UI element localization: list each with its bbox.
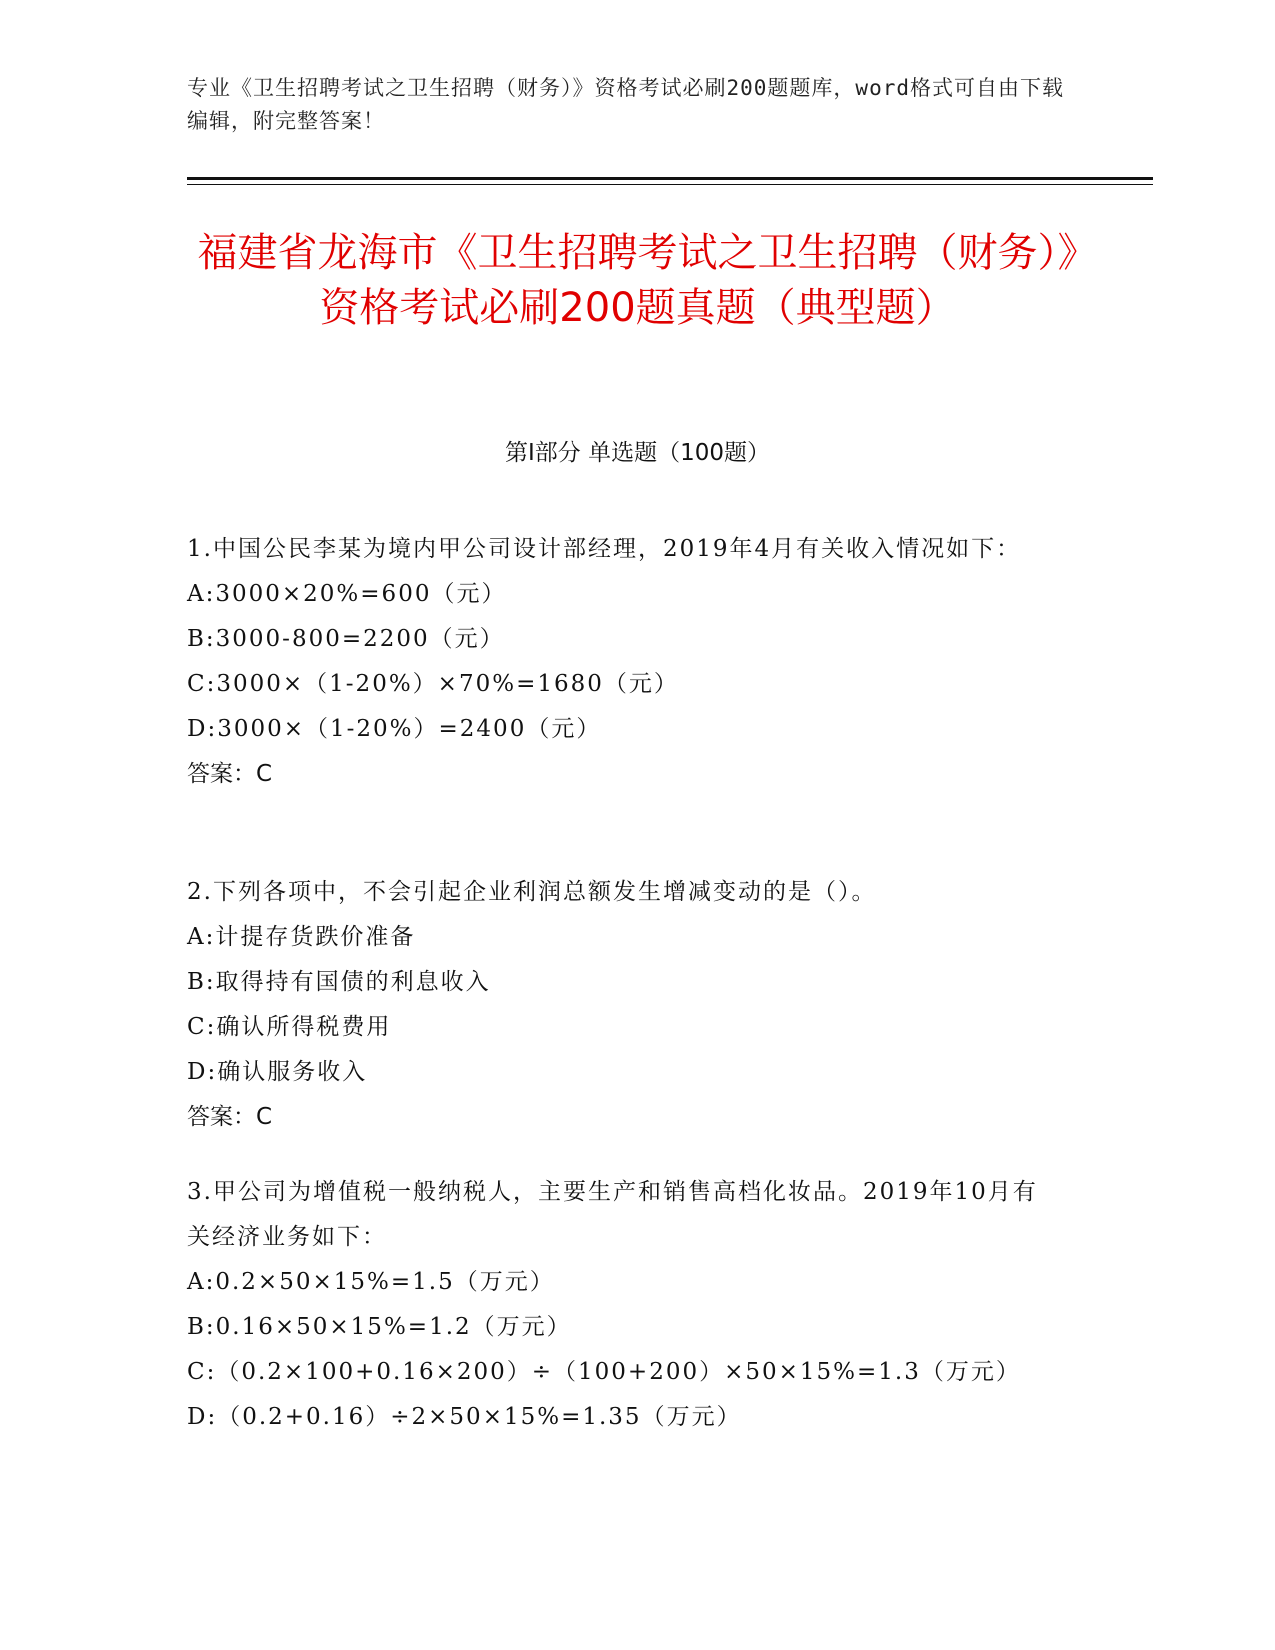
answer: 答案：C [187,761,273,787]
option-b: B:0.16×50×15%=1.2（万元） [187,1314,572,1340]
question-1 [187,527,1067,797]
question-3 [187,1170,1067,1440]
main-title: 福建省龙海市《卫生招聘考试之卫生招聘（财务）》资格考试必刷200题真题（典型题） [197,230,1078,331]
question-stem: 1.中国公民李某为境内甲公司设计部经理，2019年4月有关收入情况如下： [187,536,1022,562]
option-d: D:（0.2+0.16）÷2×50×15%=1.35（万元） [187,1404,742,1430]
section-title: 第I部分 单选题（100题） [505,440,770,466]
option-d: D:3000×（1-20%）=2400（元） [187,716,602,742]
option-a: A:0.2×50×15%=1.5（万元） [187,1269,555,1295]
option-b: B:3000-800=2200（元） [187,626,505,652]
option-d: D:确认服务收入 [187,1059,368,1085]
question-2 [187,870,1067,1140]
answer: 答案：C [187,1104,273,1130]
question-stem: 3.甲公司为增值税一般纳税人，主要生产和销售高档化妆品。2019年10月有关经济业务如下： [187,1179,1038,1250]
option-b: B:取得持有国债的利息收入 [187,969,491,995]
option-a: A:计提存货跌价准备 [187,924,416,950]
option-c: C:确认所得税费用 [187,1014,392,1040]
option-c: C:（0.2×100+0.16×200）÷（100+200）×50×15%=1.3（万元） [187,1359,1021,1385]
question-stem: 2.下列各项中，不会引起企业利润总额发生增减变动的是（）。 [187,879,877,905]
header-divider-thin [187,184,1153,185]
header-divider-thick [187,177,1153,180]
option-a: A:3000×20%=600（元） [187,581,507,607]
header-note: 专业《卫生招聘考试之卫生招聘（财务）》资格考试必刷200题题库，word格式可自由下载编辑，附完整答案！ [187,76,1064,133]
option-c: C:3000×（1-20%）×70%=1680（元） [187,671,679,697]
